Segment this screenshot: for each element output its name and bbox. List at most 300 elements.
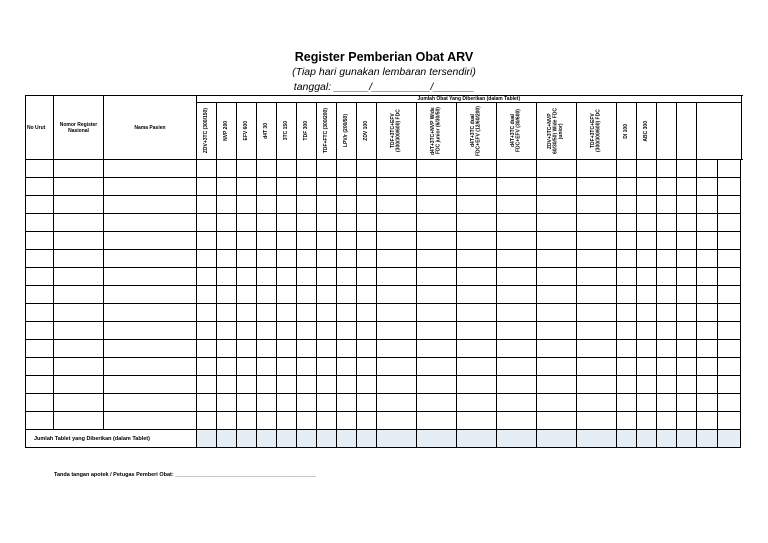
total-cell[interactable] [357, 430, 377, 448]
table-cell[interactable] [217, 214, 237, 232]
table-cell[interactable] [237, 394, 257, 412]
table-cell[interactable] [257, 412, 277, 430]
table-cell[interactable] [617, 322, 637, 340]
total-cell[interactable] [217, 430, 237, 448]
table-cell[interactable] [337, 250, 357, 268]
table-cell[interactable] [637, 250, 657, 268]
table-cell[interactable] [377, 358, 417, 376]
table-cell[interactable] [277, 376, 297, 394]
table-cell[interactable] [637, 160, 657, 178]
table-cell[interactable] [657, 196, 677, 214]
table-cell[interactable] [197, 178, 217, 196]
table-cell[interactable] [657, 232, 677, 250]
table-cell[interactable] [417, 196, 457, 214]
table-cell[interactable] [417, 358, 457, 376]
table-cell[interactable] [637, 232, 657, 250]
table-cell[interactable] [537, 250, 577, 268]
table-cell[interactable] [297, 286, 317, 304]
table-cell[interactable] [104, 340, 197, 358]
table-cell[interactable] [277, 196, 297, 214]
table-cell[interactable] [297, 250, 317, 268]
table-cell[interactable] [297, 178, 317, 196]
total-cell[interactable] [617, 430, 637, 448]
table-cell[interactable] [317, 214, 337, 232]
table-cell[interactable] [317, 286, 337, 304]
table-cell[interactable] [26, 394, 54, 412]
table-cell[interactable] [357, 322, 377, 340]
table-cell[interactable] [537, 358, 577, 376]
table-cell[interactable] [217, 358, 237, 376]
table-cell[interactable] [54, 268, 104, 286]
table-cell[interactable] [617, 214, 637, 232]
table-cell[interactable] [497, 160, 537, 178]
table-cell[interactable] [497, 214, 537, 232]
table-cell[interactable] [497, 178, 537, 196]
table-cell[interactable] [377, 286, 417, 304]
table-cell[interactable] [277, 394, 297, 412]
table-cell[interactable] [577, 178, 617, 196]
table-cell[interactable] [577, 376, 617, 394]
table-cell[interactable] [54, 178, 104, 196]
table-cell[interactable] [357, 340, 377, 358]
table-cell[interactable] [257, 322, 277, 340]
table-cell[interactable] [377, 394, 417, 412]
table-cell[interactable] [617, 394, 637, 412]
table-cell[interactable] [657, 250, 677, 268]
table-cell[interactable] [237, 286, 257, 304]
table-cell[interactable] [497, 232, 537, 250]
table-cell[interactable] [297, 214, 317, 232]
table-cell[interactable] [26, 376, 54, 394]
table-cell[interactable] [617, 304, 637, 322]
table-cell[interactable] [417, 394, 457, 412]
table-cell[interactable] [237, 232, 257, 250]
table-cell[interactable] [637, 286, 657, 304]
table-cell[interactable] [697, 250, 718, 268]
table-cell[interactable] [297, 394, 317, 412]
table-cell[interactable] [317, 160, 337, 178]
table-cell[interactable] [537, 412, 577, 430]
table-cell[interactable] [257, 250, 277, 268]
table-cell[interactable] [104, 268, 197, 286]
total-cell[interactable] [337, 430, 357, 448]
table-cell[interactable] [317, 250, 337, 268]
total-cell[interactable] [677, 430, 697, 448]
table-cell[interactable] [277, 214, 297, 232]
table-cell[interactable] [497, 340, 537, 358]
table-cell[interactable] [197, 232, 217, 250]
total-cell[interactable] [577, 430, 617, 448]
table-cell[interactable] [197, 358, 217, 376]
table-cell[interactable] [237, 250, 257, 268]
table-cell[interactable] [104, 196, 197, 214]
table-cell[interactable] [337, 196, 357, 214]
table-cell[interactable] [457, 250, 497, 268]
table-cell[interactable] [54, 250, 104, 268]
table-cell[interactable] [297, 304, 317, 322]
table-cell[interactable] [297, 232, 317, 250]
table-cell[interactable] [317, 358, 337, 376]
table-cell[interactable] [417, 412, 457, 430]
table-cell[interactable] [257, 286, 277, 304]
table-cell[interactable] [357, 232, 377, 250]
table-cell[interactable] [317, 394, 337, 412]
table-cell[interactable] [577, 394, 617, 412]
table-cell[interactable] [54, 340, 104, 358]
table-cell[interactable] [357, 358, 377, 376]
table-cell[interactable] [537, 160, 577, 178]
table-cell[interactable] [317, 196, 337, 214]
table-cell[interactable] [417, 178, 457, 196]
table-cell[interactable] [718, 412, 741, 430]
table-cell[interactable] [217, 412, 237, 430]
table-cell[interactable] [417, 250, 457, 268]
table-cell[interactable] [697, 214, 718, 232]
total-cell[interactable] [277, 430, 297, 448]
table-cell[interactable] [718, 340, 741, 358]
table-cell[interactable] [357, 286, 377, 304]
table-cell[interactable] [237, 412, 257, 430]
table-cell[interactable] [577, 286, 617, 304]
table-cell[interactable] [677, 232, 697, 250]
table-cell[interactable] [237, 322, 257, 340]
table-cell[interactable] [197, 160, 217, 178]
table-cell[interactable] [718, 304, 741, 322]
table-cell[interactable] [457, 322, 497, 340]
table-cell[interactable] [104, 358, 197, 376]
total-cell[interactable] [718, 430, 741, 448]
table-cell[interactable] [537, 340, 577, 358]
table-cell[interactable] [297, 358, 317, 376]
table-cell[interactable] [257, 214, 277, 232]
table-cell[interactable] [718, 268, 741, 286]
table-cell[interactable] [677, 394, 697, 412]
table-cell[interactable] [237, 214, 257, 232]
table-cell[interactable] [697, 160, 718, 178]
table-cell[interactable] [257, 340, 277, 358]
table-cell[interactable] [104, 178, 197, 196]
table-cell[interactable] [104, 376, 197, 394]
table-cell[interactable] [104, 322, 197, 340]
table-cell[interactable] [257, 304, 277, 322]
total-cell[interactable] [637, 430, 657, 448]
total-cell[interactable] [537, 430, 577, 448]
table-cell[interactable] [718, 160, 741, 178]
table-cell[interactable] [26, 268, 54, 286]
table-cell[interactable] [577, 160, 617, 178]
table-cell[interactable] [637, 340, 657, 358]
total-cell[interactable] [197, 430, 217, 448]
table-cell[interactable] [577, 358, 617, 376]
table-cell[interactable] [257, 196, 277, 214]
table-cell[interactable] [337, 358, 357, 376]
table-cell[interactable] [237, 196, 257, 214]
table-cell[interactable] [317, 376, 337, 394]
table-cell[interactable] [657, 412, 677, 430]
table-cell[interactable] [277, 412, 297, 430]
table-cell[interactable] [257, 394, 277, 412]
total-cell[interactable] [237, 430, 257, 448]
table-cell[interactable] [697, 268, 718, 286]
table-cell[interactable] [657, 322, 677, 340]
table-cell[interactable] [677, 286, 697, 304]
table-cell[interactable] [54, 322, 104, 340]
table-cell[interactable] [637, 214, 657, 232]
table-cell[interactable] [377, 376, 417, 394]
table-cell[interactable] [617, 376, 637, 394]
table-cell[interactable] [537, 196, 577, 214]
table-cell[interactable] [718, 250, 741, 268]
table-cell[interactable] [457, 376, 497, 394]
table-cell[interactable] [26, 160, 54, 178]
table-cell[interactable] [417, 286, 457, 304]
total-cell[interactable] [457, 430, 497, 448]
table-cell[interactable] [457, 268, 497, 286]
table-cell[interactable] [277, 178, 297, 196]
table-cell[interactable] [537, 304, 577, 322]
table-cell[interactable] [357, 376, 377, 394]
table-cell[interactable] [577, 304, 617, 322]
table-cell[interactable] [277, 250, 297, 268]
table-cell[interactable] [197, 286, 217, 304]
table-cell[interactable] [357, 214, 377, 232]
table-cell[interactable] [237, 304, 257, 322]
table-cell[interactable] [417, 376, 457, 394]
table-cell[interactable] [537, 232, 577, 250]
table-cell[interactable] [217, 250, 237, 268]
table-cell[interactable] [26, 196, 54, 214]
table-cell[interactable] [417, 340, 457, 358]
table-cell[interactable] [297, 412, 317, 430]
table-cell[interactable] [337, 376, 357, 394]
table-cell[interactable] [217, 232, 237, 250]
table-cell[interactable] [537, 322, 577, 340]
table-cell[interactable] [357, 160, 377, 178]
total-cell[interactable] [417, 430, 457, 448]
table-cell[interactable] [617, 250, 637, 268]
table-cell[interactable] [697, 394, 718, 412]
table-cell[interactable] [237, 178, 257, 196]
table-cell[interactable] [297, 160, 317, 178]
table-cell[interactable] [317, 304, 337, 322]
table-cell[interactable] [377, 340, 417, 358]
table-cell[interactable] [617, 340, 637, 358]
table-cell[interactable] [677, 340, 697, 358]
table-cell[interactable] [637, 304, 657, 322]
table-cell[interactable] [637, 358, 657, 376]
table-cell[interactable] [317, 268, 337, 286]
table-cell[interactable] [677, 196, 697, 214]
table-cell[interactable] [377, 304, 417, 322]
table-cell[interactable] [657, 304, 677, 322]
table-cell[interactable] [718, 286, 741, 304]
table-cell[interactable] [637, 178, 657, 196]
table-cell[interactable] [257, 160, 277, 178]
table-cell[interactable] [217, 268, 237, 286]
table-cell[interactable] [657, 376, 677, 394]
table-cell[interactable] [497, 304, 537, 322]
table-cell[interactable] [277, 268, 297, 286]
table-cell[interactable] [577, 250, 617, 268]
table-cell[interactable] [657, 358, 677, 376]
table-cell[interactable] [577, 268, 617, 286]
table-cell[interactable] [617, 412, 637, 430]
table-cell[interactable] [357, 250, 377, 268]
total-cell[interactable] [317, 430, 337, 448]
table-cell[interactable] [577, 196, 617, 214]
table-cell[interactable] [277, 358, 297, 376]
table-cell[interactable] [497, 394, 537, 412]
table-cell[interactable] [377, 322, 417, 340]
table-cell[interactable] [497, 286, 537, 304]
table-cell[interactable] [417, 232, 457, 250]
table-cell[interactable] [637, 322, 657, 340]
table-cell[interactable] [718, 214, 741, 232]
table-cell[interactable] [217, 304, 237, 322]
table-cell[interactable] [657, 394, 677, 412]
table-cell[interactable] [577, 214, 617, 232]
table-cell[interactable] [677, 322, 697, 340]
table-cell[interactable] [54, 304, 104, 322]
table-cell[interactable] [377, 268, 417, 286]
table-cell[interactable] [197, 304, 217, 322]
table-cell[interactable] [54, 376, 104, 394]
table-cell[interactable] [54, 412, 104, 430]
table-cell[interactable] [337, 322, 357, 340]
table-cell[interactable] [54, 286, 104, 304]
table-cell[interactable] [637, 376, 657, 394]
table-cell[interactable] [497, 322, 537, 340]
table-cell[interactable] [357, 268, 377, 286]
table-cell[interactable] [537, 286, 577, 304]
table-cell[interactable] [217, 178, 237, 196]
table-cell[interactable] [657, 160, 677, 178]
table-cell[interactable] [637, 394, 657, 412]
table-cell[interactable] [197, 412, 217, 430]
table-cell[interactable] [377, 178, 417, 196]
table-cell[interactable] [257, 268, 277, 286]
table-cell[interactable] [377, 232, 417, 250]
table-cell[interactable] [697, 286, 718, 304]
table-cell[interactable] [657, 214, 677, 232]
table-cell[interactable] [237, 268, 257, 286]
table-cell[interactable] [657, 286, 677, 304]
table-cell[interactable] [26, 286, 54, 304]
table-cell[interactable] [637, 268, 657, 286]
table-cell[interactable] [104, 412, 197, 430]
table-cell[interactable] [457, 286, 497, 304]
table-cell[interactable] [197, 376, 217, 394]
table-cell[interactable] [677, 160, 697, 178]
table-cell[interactable] [217, 286, 237, 304]
table-cell[interactable] [277, 160, 297, 178]
table-cell[interactable] [677, 178, 697, 196]
table-cell[interactable] [677, 358, 697, 376]
table-cell[interactable] [237, 358, 257, 376]
table-cell[interactable] [317, 232, 337, 250]
table-cell[interactable] [217, 160, 237, 178]
table-cell[interactable] [697, 412, 718, 430]
table-cell[interactable] [54, 214, 104, 232]
table-cell[interactable] [617, 358, 637, 376]
table-cell[interactable] [237, 340, 257, 358]
table-cell[interactable] [497, 250, 537, 268]
total-cell[interactable] [697, 430, 718, 448]
table-cell[interactable] [26, 178, 54, 196]
table-cell[interactable] [357, 412, 377, 430]
table-cell[interactable] [337, 214, 357, 232]
table-cell[interactable] [617, 160, 637, 178]
table-cell[interactable] [637, 196, 657, 214]
table-cell[interactable] [337, 268, 357, 286]
table-cell[interactable] [104, 232, 197, 250]
table-cell[interactable] [537, 268, 577, 286]
table-cell[interactable] [697, 358, 718, 376]
table-cell[interactable] [277, 322, 297, 340]
table-cell[interactable] [217, 340, 237, 358]
table-cell[interactable] [577, 412, 617, 430]
table-cell[interactable] [377, 214, 417, 232]
table-cell[interactable] [104, 250, 197, 268]
table-cell[interactable] [417, 214, 457, 232]
total-cell[interactable] [657, 430, 677, 448]
table-cell[interactable] [26, 340, 54, 358]
table-cell[interactable] [457, 304, 497, 322]
table-cell[interactable] [617, 196, 637, 214]
table-cell[interactable] [377, 160, 417, 178]
table-cell[interactable] [697, 340, 718, 358]
table-cell[interactable] [697, 322, 718, 340]
total-cell[interactable] [257, 430, 277, 448]
table-cell[interactable] [577, 340, 617, 358]
table-cell[interactable] [497, 358, 537, 376]
table-cell[interactable] [197, 196, 217, 214]
total-cell[interactable] [497, 430, 537, 448]
table-cell[interactable] [26, 250, 54, 268]
table-cell[interactable] [337, 178, 357, 196]
table-cell[interactable] [26, 358, 54, 376]
table-cell[interactable] [697, 178, 718, 196]
table-cell[interactable] [337, 394, 357, 412]
table-cell[interactable] [457, 358, 497, 376]
table-cell[interactable] [317, 412, 337, 430]
table-cell[interactable] [317, 340, 337, 358]
table-cell[interactable] [104, 394, 197, 412]
table-cell[interactable] [357, 394, 377, 412]
table-cell[interactable] [104, 160, 197, 178]
table-cell[interactable] [337, 412, 357, 430]
total-cell[interactable] [377, 430, 417, 448]
table-cell[interactable] [337, 340, 357, 358]
table-cell[interactable] [337, 304, 357, 322]
table-cell[interactable] [297, 268, 317, 286]
table-cell[interactable] [677, 268, 697, 286]
table-cell[interactable] [337, 232, 357, 250]
table-cell[interactable] [104, 286, 197, 304]
table-cell[interactable] [297, 376, 317, 394]
table-cell[interactable] [54, 232, 104, 250]
table-cell[interactable] [277, 286, 297, 304]
table-cell[interactable] [537, 178, 577, 196]
total-cell[interactable] [297, 430, 317, 448]
table-cell[interactable] [317, 178, 337, 196]
table-cell[interactable] [357, 196, 377, 214]
table-cell[interactable] [457, 214, 497, 232]
table-cell[interactable] [457, 232, 497, 250]
table-cell[interactable] [237, 376, 257, 394]
table-cell[interactable] [277, 304, 297, 322]
table-cell[interactable] [718, 322, 741, 340]
